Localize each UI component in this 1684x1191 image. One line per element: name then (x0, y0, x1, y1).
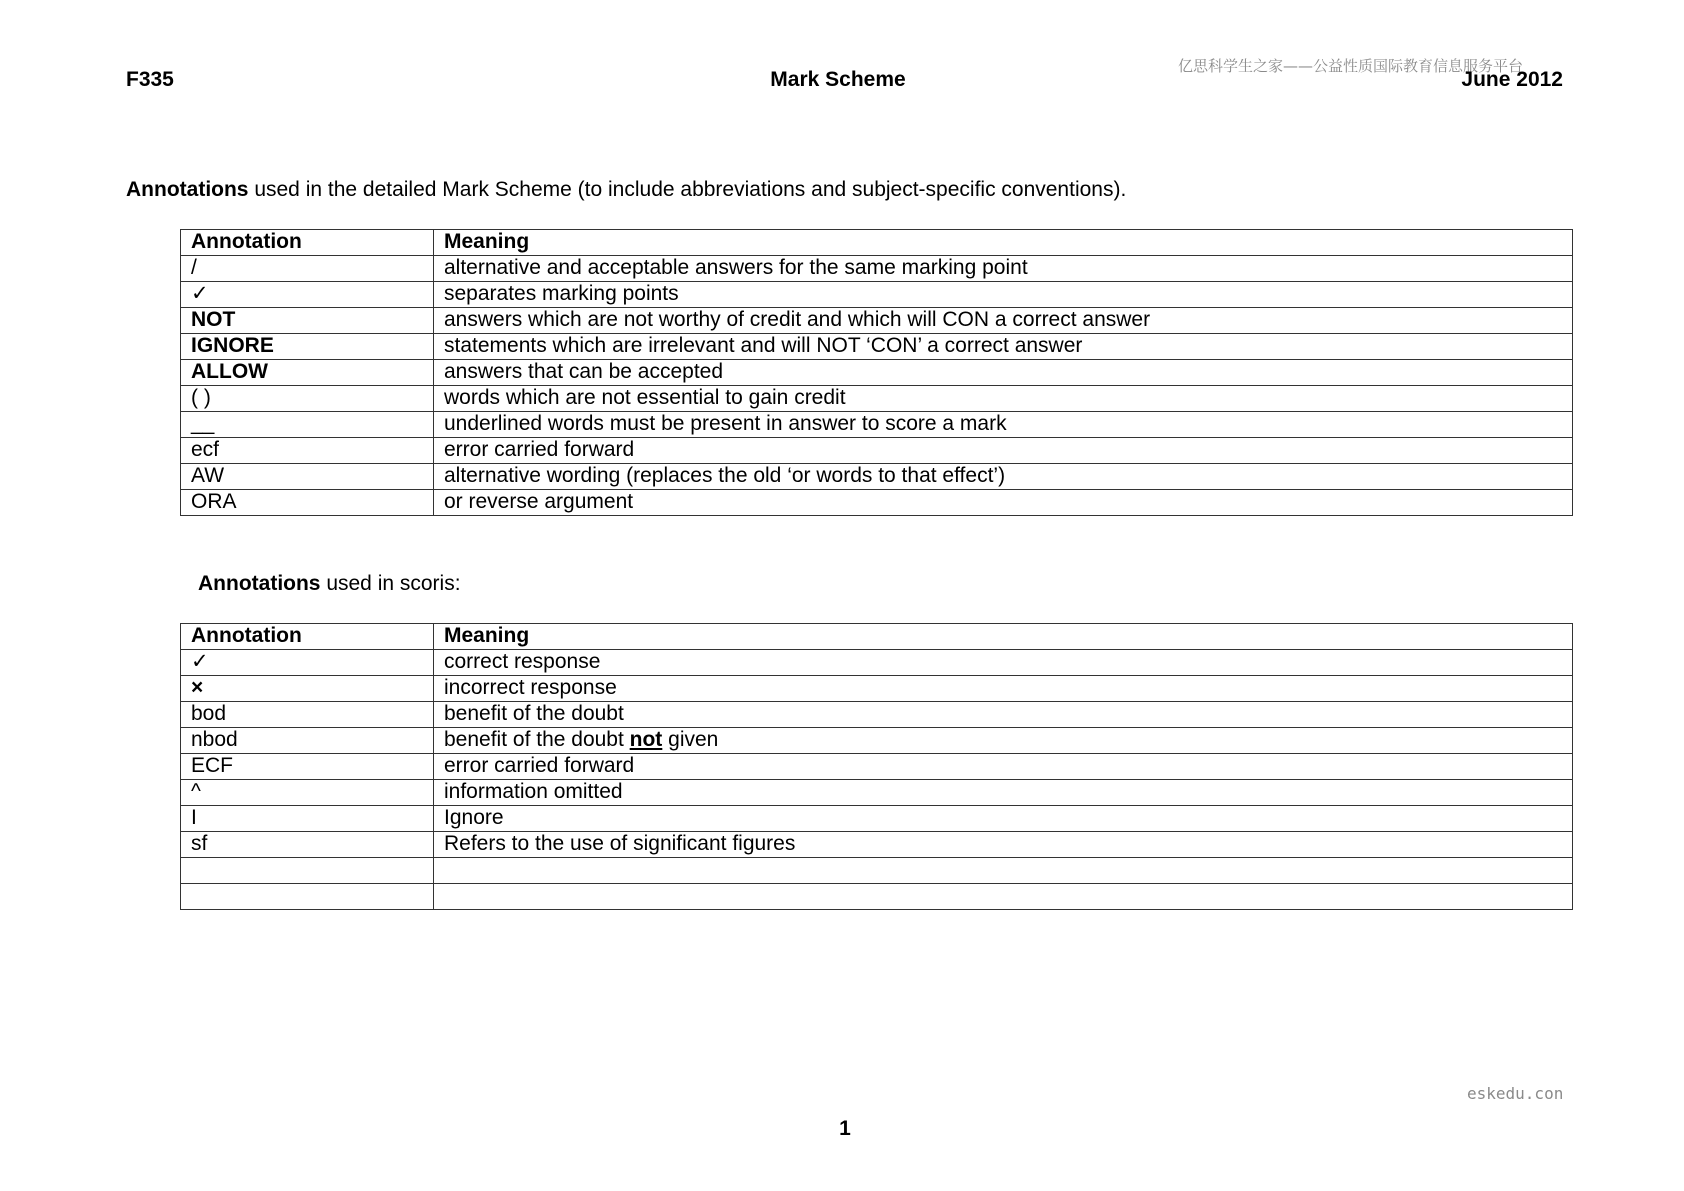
meaning-cell: benefit of the doubt (434, 702, 1573, 728)
meaning-cell (434, 858, 1573, 884)
annotation-cell: nbod (181, 728, 434, 754)
intro-detailed-text: used in the detailed Mark Scheme (to include abbreviations and subject-specific conventions). (248, 178, 1127, 201)
table-row (181, 676, 1573, 702)
table-row (181, 702, 1573, 728)
annotation-cell: sf (181, 832, 434, 858)
meaning-cell: alternative wording (replaces the old ‘or words to that effect’) (434, 464, 1573, 490)
table-row (181, 256, 1573, 282)
table-row (181, 858, 1573, 884)
annotation-cell: NOT (181, 308, 434, 334)
annotation-cell: ecf (181, 438, 434, 464)
annotation-cell (181, 858, 434, 884)
meaning-cell: separates marking points (434, 282, 1573, 308)
intro-detailed (126, 178, 1126, 202)
table-row (181, 490, 1573, 516)
watermark-top: 亿思科学生之家——公益性质国际教育信息服务平台 (1178, 57, 1524, 75)
table-row (181, 884, 1573, 910)
annotation-cell: AW (181, 464, 434, 490)
exam-code: F335 (126, 68, 174, 91)
table-row (181, 438, 1573, 464)
table-row (181, 334, 1573, 360)
meaning-cell: error carried forward (434, 438, 1573, 464)
annotation-cell: ALLOW (181, 360, 434, 386)
table-row (181, 754, 1573, 780)
check-icon: ✓ (181, 650, 434, 676)
table-row (181, 308, 1573, 334)
table-row (181, 650, 1573, 676)
meaning-pre: benefit of the doubt (444, 728, 630, 751)
table-header-row (181, 230, 1573, 256)
annotations-table-scoris (180, 623, 1573, 910)
meaning-cell: Refers to the use of significant figures (434, 832, 1573, 858)
annotation-cell: bod (181, 702, 434, 728)
intro-detailed-bold: Annotations (126, 178, 249, 201)
annotation-cell (181, 884, 434, 910)
table-row (181, 832, 1573, 858)
table-row (181, 728, 1573, 754)
meaning-cell (434, 728, 1573, 754)
cross-icon: × (181, 676, 434, 702)
annotation-cell: I (181, 806, 434, 832)
intro-scoris-text: used in scoris: (320, 572, 461, 595)
exam-date: June 2012 (1461, 68, 1563, 91)
annotation-cell: ORA (181, 490, 434, 516)
annotation-cell: ✓ (181, 282, 434, 308)
annotation-cell: __ (181, 412, 434, 438)
table-row (181, 464, 1573, 490)
table-row (181, 780, 1573, 806)
table-row (181, 412, 1573, 438)
annotations-table-detailed (180, 229, 1573, 516)
meaning-cell: correct response (434, 650, 1573, 676)
table-row (181, 360, 1573, 386)
meaning-cell: Ignore (434, 806, 1573, 832)
page-number: 1 (839, 1117, 851, 1140)
meaning-cell: or reverse argument (434, 490, 1573, 516)
header-meaning: Meaning (434, 230, 1573, 256)
meaning-cell: statements which are irrelevant and will NOT ‘CON’ a correct answer (434, 334, 1573, 360)
annotation-cell: ECF (181, 754, 434, 780)
annotation-cell: IGNORE (181, 334, 434, 360)
table-header-row (181, 624, 1573, 650)
table-row (181, 282, 1573, 308)
header-annotation: Annotation (181, 624, 434, 650)
header-meaning: Meaning (434, 624, 1573, 650)
annotation-cell: ( ) (181, 386, 434, 412)
annotation-cell: / (181, 256, 434, 282)
intro-scoris-bold: Annotations (198, 572, 321, 595)
table-row (181, 386, 1573, 412)
intro-scoris (198, 572, 461, 596)
meaning-cell (434, 884, 1573, 910)
meaning-emphasis: not (629, 728, 663, 751)
meaning-post: given (662, 728, 719, 751)
meaning-cell: error carried forward (434, 754, 1573, 780)
meaning-cell: alternative and acceptable answers for the same marking point (434, 256, 1573, 282)
header-annotation: Annotation (181, 230, 434, 256)
table-row (181, 806, 1573, 832)
meaning-cell: information omitted (434, 780, 1573, 806)
annotation-cell: ^ (181, 780, 434, 806)
meaning-cell: underlined words must be present in answer to score a mark (434, 412, 1573, 438)
meaning-cell: incorrect response (434, 676, 1573, 702)
page-title: Mark Scheme (770, 68, 906, 91)
meaning-cell: answers that can be accepted (434, 360, 1573, 386)
meaning-cell: answers which are not worthy of credit and which will CON a correct answer (434, 308, 1573, 334)
watermark-bottom: eskedu.con (1467, 1084, 1564, 1103)
meaning-cell: words which are not essential to gain credit (434, 386, 1573, 412)
